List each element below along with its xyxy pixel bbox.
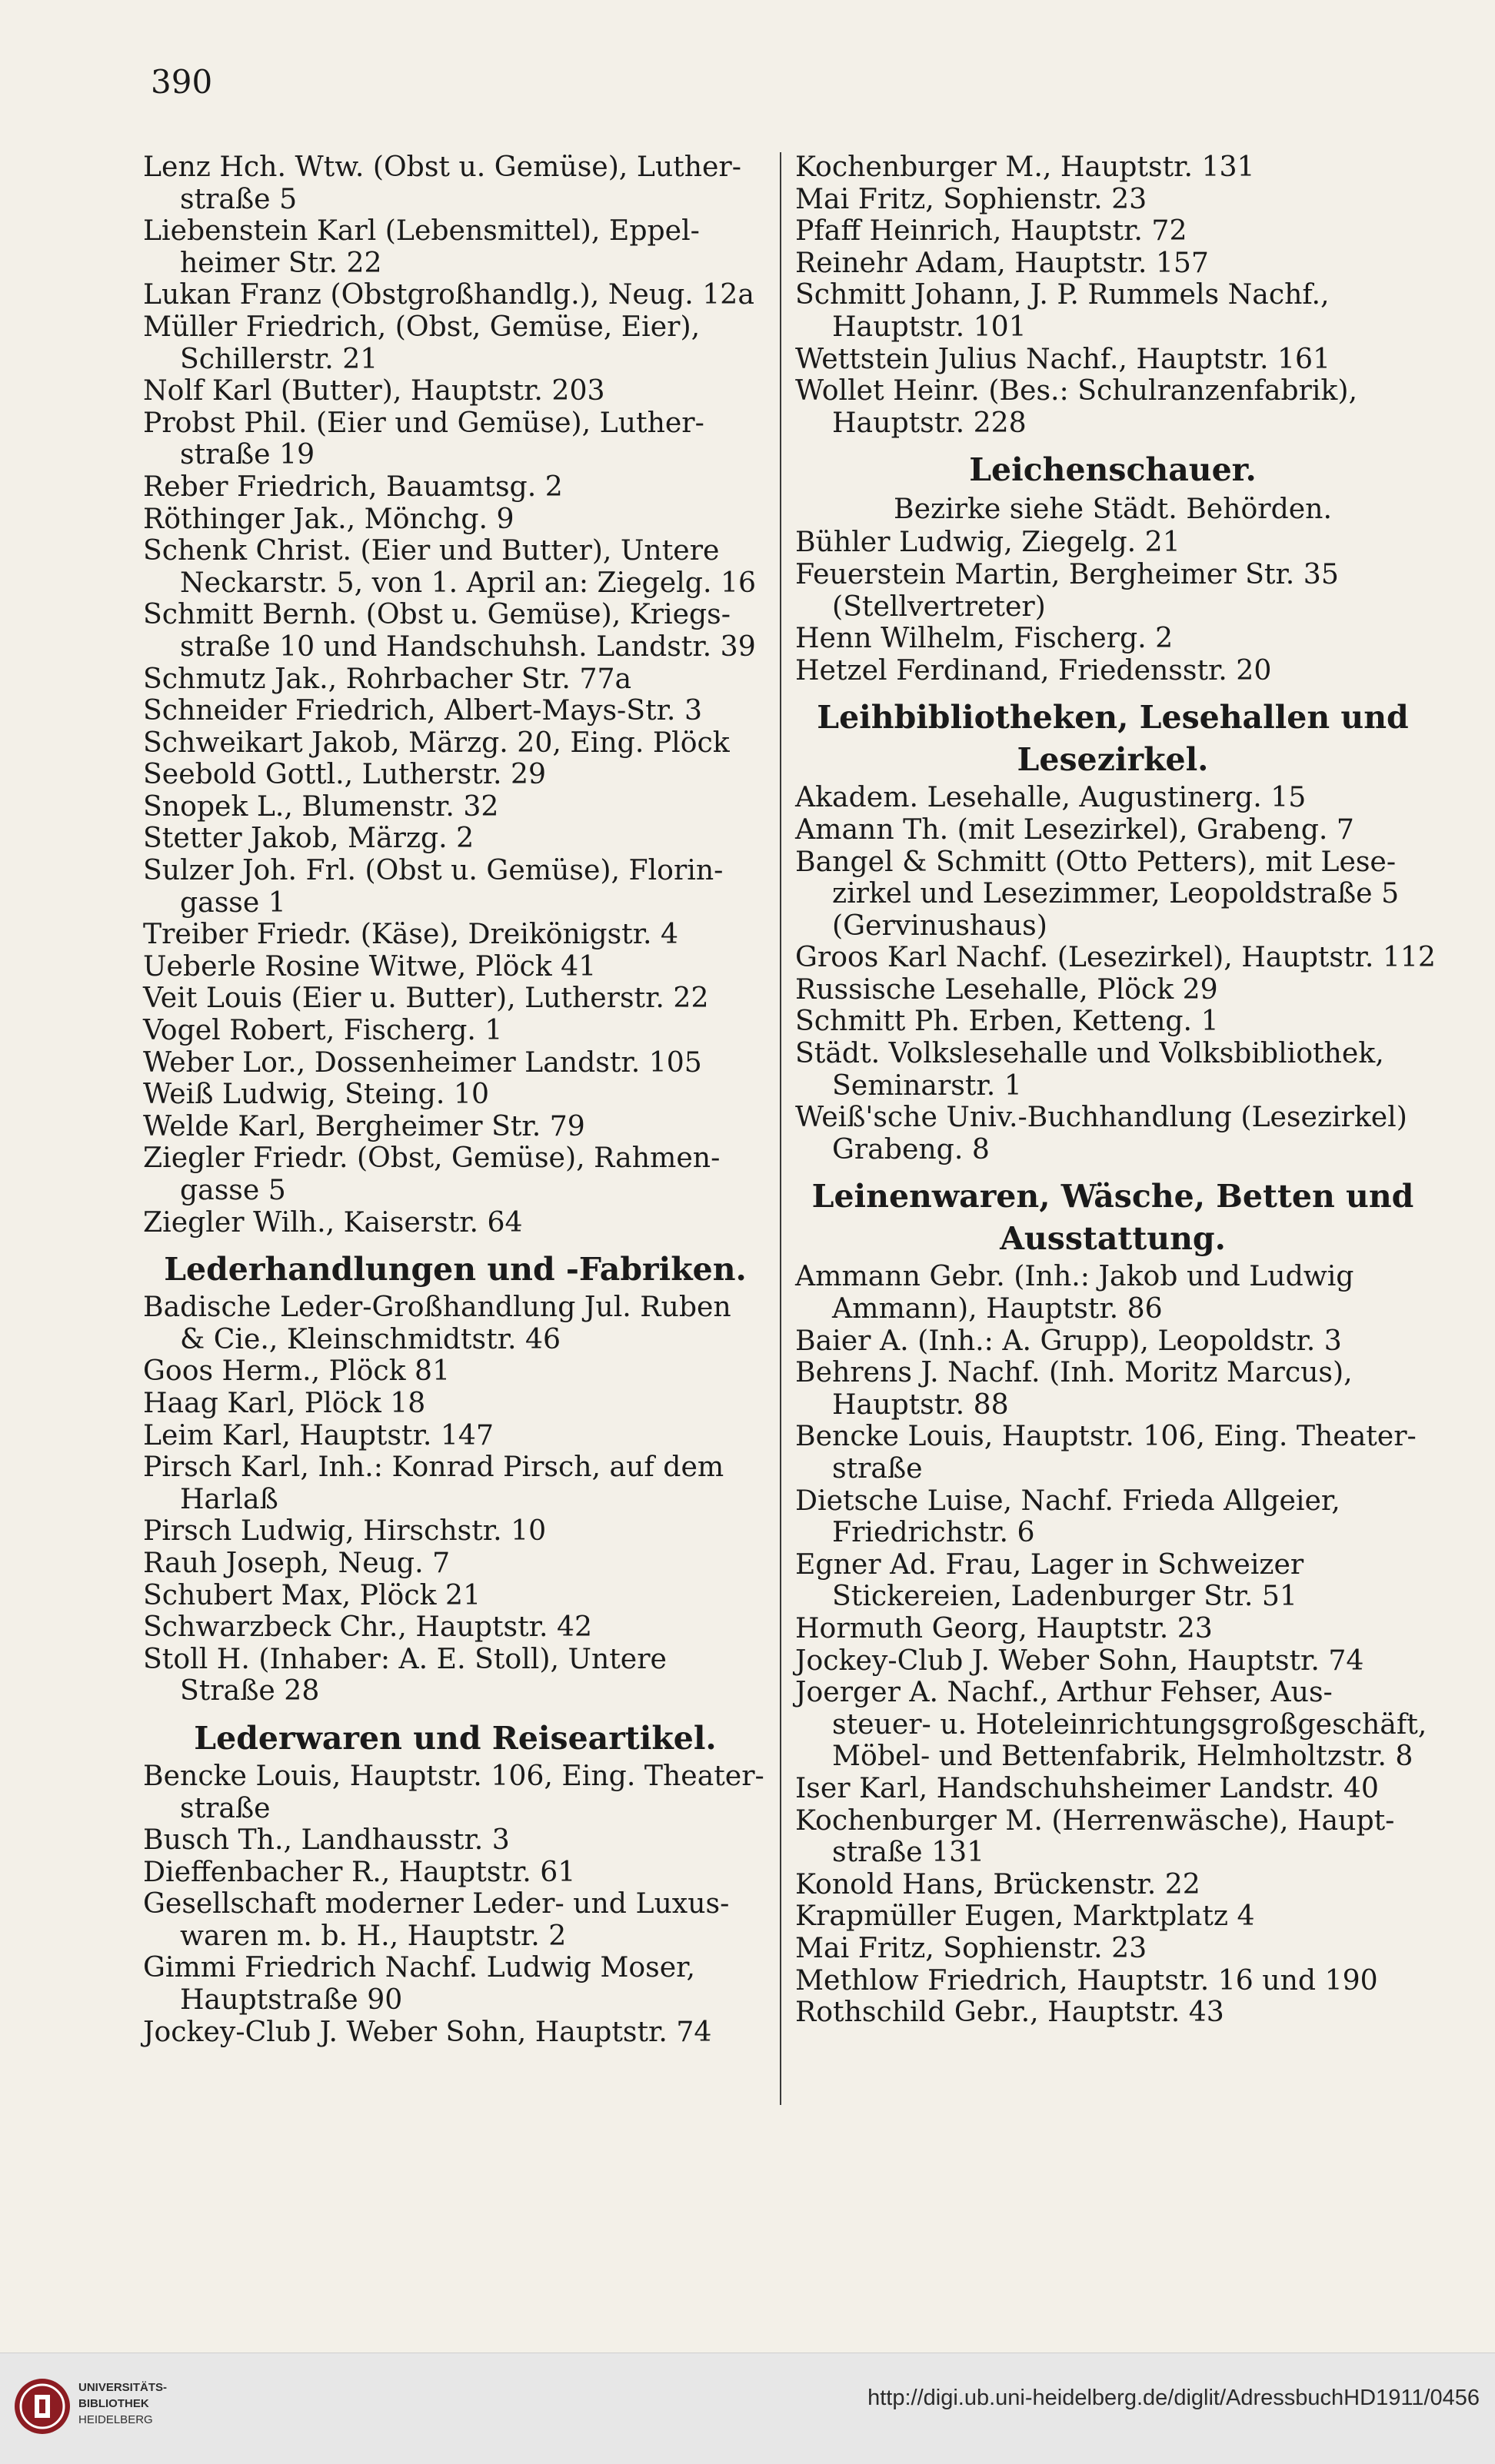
directory-entry: Stetter Jakob, Märzg. 2 [143,821,474,855]
directory-entry: Vogel Robert, Fischerg. 1 [143,1013,503,1047]
viewer-footer [0,2353,1495,2464]
directory-entry: Gimmi Friedrich Nachf. Ludwig Moser, [143,1950,695,1984]
directory-entry: Feuerstein Martin, Bergheimer Str. 35 [795,557,1339,590]
section-heading: Lederhandlungen und -Fabriken. [164,1251,747,1289]
logo-text-line2: BIBLIOTHEK [78,2397,149,2410]
directory-entry: Reber Friedrich, Bauamtsg. 2 [143,469,563,503]
directory-entry: Groos Karl Nachf. (Lesezirkel), Hauptstr. 112 [795,940,1436,974]
directory-entry: Schmitt Bernh. (Obst u. Gemüse), Kriegs- [143,597,731,631]
directory-entry: Baier A. (Inh.: A. Grupp), Leopoldstr. 3 [795,1323,1342,1357]
entry-continuation: Stickereien, Ladenburger Str. 51 [832,1579,1297,1613]
entry-continuation: gasse 1 [180,885,286,919]
library-logo[interactable] [12,2370,197,2447]
section-heading: Lederwaren und Reiseartikel. [194,1719,717,1757]
source-url-link[interactable]: http://digi.ub.uni-heidelberg.de/diglit/AdressbuchHD1911/0456 [867,2386,1480,2410]
directory-entry: Akadem. Lesehalle, Augustinerg. 15 [795,780,1307,814]
directory-entry: Egner Ad. Frau, Lager in Schweizer [795,1547,1304,1581]
entry-continuation: & Cie., Kleinschmidtstr. 46 [180,1322,561,1355]
entry-continuation: straße [180,1791,271,1824]
directory-entry: Seebold Gottl., Lutherstr. 29 [143,757,547,791]
directory-entry: Schmitt Ph. Erben, Ketteng. 1 [795,1004,1219,1038]
directory-entry: Hetzel Ferdinand, Friedensstr. 20 [795,653,1272,687]
entry-continuation: Friedrichstr. 6 [832,1515,1035,1549]
section-heading: Ausstattung. [1000,1220,1226,1258]
directory-entry: Liebenstein Karl (Lebensmittel), Eppel- [143,214,700,248]
entry-continuation: straße 19 [180,437,315,471]
entry-continuation: Harlaß [180,1481,278,1515]
directory-entry: Bencke Louis, Hauptstr. 106, Eing. Theater- [795,1419,1417,1453]
directory-entry: Bangel & Schmitt (Otto Petters), mit Lese- [795,844,1397,878]
directory-entry: Veit Louis (Eier u. Butter), Lutherstr. 22 [143,981,709,1015]
column-divider [780,152,781,2105]
section-heading: Leinenwaren, Wäsche, Betten und [811,1178,1414,1215]
directory-entry: Schmutz Jak., Rohrbacher Str. 77a [143,661,632,695]
directory-entry: Müller Friedrich, (Obst, Gemüse, Eier), [143,309,701,343]
directory-entry: Snopek L., Blumenstr. 32 [143,789,499,823]
directory-entry: Pirsch Karl, Inh.: Konrad Pirsch, auf dem [143,1450,724,1484]
entry-continuation: Seminarstr. 1 [832,1068,1022,1102]
directory-entry: Mai Fritz, Sophienstr. 23 [795,1930,1147,1964]
entry-continuation: Straße 28 [180,1674,320,1708]
directory-entry: Ziegler Friedr. (Obst, Gemüse), Rahmen- [143,1141,721,1175]
entry-continuation: steuer- u. Hoteleinrichtungsgroßgeschäft, [832,1707,1427,1741]
section-heading: Lesezirkel. [1017,741,1209,779]
entry-continuation: heimer Str. 22 [180,245,382,279]
seal-icon [12,2376,72,2436]
directory-entry: Rauh Joseph, Neug. 7 [143,1545,451,1579]
directory-entry: Rothschild Gebr., Hauptstr. 43 [795,1995,1224,2029]
entry-continuation: Hauptstr. 228 [832,405,1027,439]
directory-entry: Schwarzbeck Chr., Hauptstr. 42 [143,1610,593,1644]
directory-entry: Haag Karl, Plöck 18 [143,1385,426,1419]
directory-entry: Städt. Volkslesehalle und Volksbibliothek, [795,1036,1384,1070]
section-heading: Leihbibliotheken, Lesehallen und [817,699,1409,737]
directory-entry: Kochenburger M., Hauptstr. 131 [795,150,1255,183]
directory-entry: Lukan Franz (Obstgroßhandlg.), Neug. 12a [143,278,754,311]
entry-continuation: Hauptstr. 88 [832,1387,1009,1421]
entry-continuation: gasse 5 [180,1173,286,1206]
section-note: Bezirke siehe Städt. Behörden. [894,492,1332,526]
left-column [143,151,767,2047]
entry-continuation: Hauptstraße 90 [180,1983,403,2017]
entry-continuation: Schillerstr. 21 [180,341,378,375]
directory-entry: Wollet Heinr. (Bes.: Schulranzenfabrik), [795,374,1357,407]
directory-entry: Henn Wilhelm, Fischerg. 2 [795,621,1174,655]
directory-entry: Ammann Gebr. (Inh.: Jakob und Ludwig [795,1259,1354,1293]
right-column [795,150,1436,2029]
directory-entry: Dieffenbacher R., Hauptstr. 61 [143,1854,576,1888]
directory-entry: Wettstein Julius Nachf., Hauptstr. 161 [795,341,1331,375]
directory-entry: Schweikart Jakob, Märzg. 20, Eing. Plöck [143,725,730,759]
directory-entry: Stoll H. (Inhaber: A. E. Stoll), Untere [143,1641,667,1675]
directory-entry: Ziegler Wilh., Kaiserstr. 64 [143,1205,523,1239]
directory-entry: Weiß'sche Univ.-Buchhandlung (Lesezirkel) [795,1100,1407,1134]
entry-continuation: straße 131 [832,1835,985,1869]
page-number: 390 [151,63,213,101]
directory-entry: Methlow Friedrich, Hauptstr. 16 und 190 [795,1963,1378,1997]
directory-entry: Iser Karl, Handschuhsheimer Landstr. 40 [795,1771,1379,1804]
directory-entry: Jockey-Club J. Weber Sohn, Hauptstr. 74 [795,1643,1364,1677]
directory-entry: Amann Th. (mit Lesezirkel), Grabeng. 7 [795,812,1354,846]
entry-continuation: zirkel und Lesezimmer, Leopoldstraße 5 [832,876,1400,910]
entry-continuation: straße 10 und Handschuhsh. Landstr. 39 [180,629,756,663]
directory-entry: Krapmüller Eugen, Marktplatz 4 [795,1899,1255,1933]
entry-continuation: Grabeng. 8 [832,1132,990,1165]
entry-continuation: Hauptstr. 101 [832,309,1027,343]
directory-entry: Joerger A. Nachf., Arthur Fehser, Aus- [795,1675,1333,1709]
entry-continuation: (Gervinushaus) [832,908,1047,942]
entry-continuation: straße 5 [180,181,298,215]
directory-entry: Konold Hans, Brückenstr. 22 [795,1867,1200,1900]
directory-entry: Jockey-Club J. Weber Sohn, Hauptstr. 74 [143,2014,712,2048]
directory-entry: Röthinger Jak., Mönchg. 9 [143,501,514,535]
entry-continuation: waren m. b. H., Hauptstr. 2 [180,1918,567,1952]
directory-entry: Behrens J. Nachf. (Inh. Moritz Marcus), [795,1355,1353,1389]
directory-entry: Weber Lor., Dossenheimer Landstr. 105 [143,1045,702,1079]
directory-entry: Dietsche Luise, Nachf. Frieda Allgeier, [795,1483,1340,1517]
logo-text-line1: UNIVERSITÄTS- [78,2381,168,2394]
directory-entry: Probst Phil. (Eier und Gemüse), Luther- [143,405,704,439]
directory-entry: Goos Herm., Plöck 81 [143,1354,451,1388]
directory-entry: Reinehr Adam, Hauptstr. 157 [795,245,1209,279]
entry-continuation: Ammann), Hauptstr. 86 [832,1292,1163,1325]
section-heading: Leichenschauer. [969,451,1257,489]
directory-entry: Sulzer Joh. Frl. (Obst u. Gemüse), Florin- [143,853,724,887]
directory-entry: Mai Fritz, Sophienstr. 23 [795,181,1147,215]
directory-entry: Gesellschaft moderner Leder- und Luxus- [143,1887,730,1920]
entry-continuation: straße [832,1451,923,1485]
entry-continuation: Möbel- und Bettenfabrik, Helmholtzstr. 8 [832,1739,1413,1773]
directory-entry: Schubert Max, Plöck 21 [143,1578,481,1611]
directory-entry: Bühler Ludwig, Ziegelg. 21 [795,525,1180,559]
directory-entry: Lenz Hch. Wtw. (Obst u. Gemüse), Luther- [143,150,741,183]
directory-entry: Welde Karl, Bergheimer Str. 79 [143,1109,585,1142]
directory-entry: Pfaff Heinrich, Hauptstr. 72 [795,214,1187,248]
directory-entry: Badische Leder-Großhandlung Jul. Ruben [143,1290,731,1324]
directory-entry: Leim Karl, Hauptstr. 147 [143,1418,494,1451]
directory-entry: Weiß Ludwig, Steing. 10 [143,1077,489,1111]
directory-entry: Schmitt Johann, J. P. Rummels Nachf., [795,278,1330,311]
directory-entry: Pirsch Ludwig, Hirschstr. 10 [143,1514,547,1548]
logo-text-line3: HEIDELBERG [78,2413,153,2426]
directory-entry: Schneider Friedrich, Albert-Mays-Str. 3 [143,693,702,727]
directory-entry: Schenk Christ. (Eier und Butter), Untere [143,534,720,567]
entry-continuation: (Stellvertreter) [832,589,1046,623]
directory-entry: Hormuth Georg, Hauptstr. 23 [795,1611,1213,1644]
entry-continuation: Neckarstr. 5, von 1. April an: Ziegelg. 16 [180,565,757,599]
directory-entry: Treiber Friedr. (Käse), Dreikönigstr. 4 [143,917,679,951]
directory-entry: Busch Th., Landhausstr. 3 [143,1823,510,1857]
directory-entry: Kochenburger M. (Herrenwäsche), Haupt- [795,1803,1395,1837]
directory-entry: Nolf Karl (Butter), Hauptstr. 203 [143,374,605,407]
directory-entry: Russische Lesehalle, Plöck 29 [795,972,1218,1006]
directory-entry: Bencke Louis, Hauptstr. 106, Eing. Theater- [143,1758,764,1792]
directory-entry: Ueberle Rosine Witwe, Plöck 41 [143,949,597,983]
